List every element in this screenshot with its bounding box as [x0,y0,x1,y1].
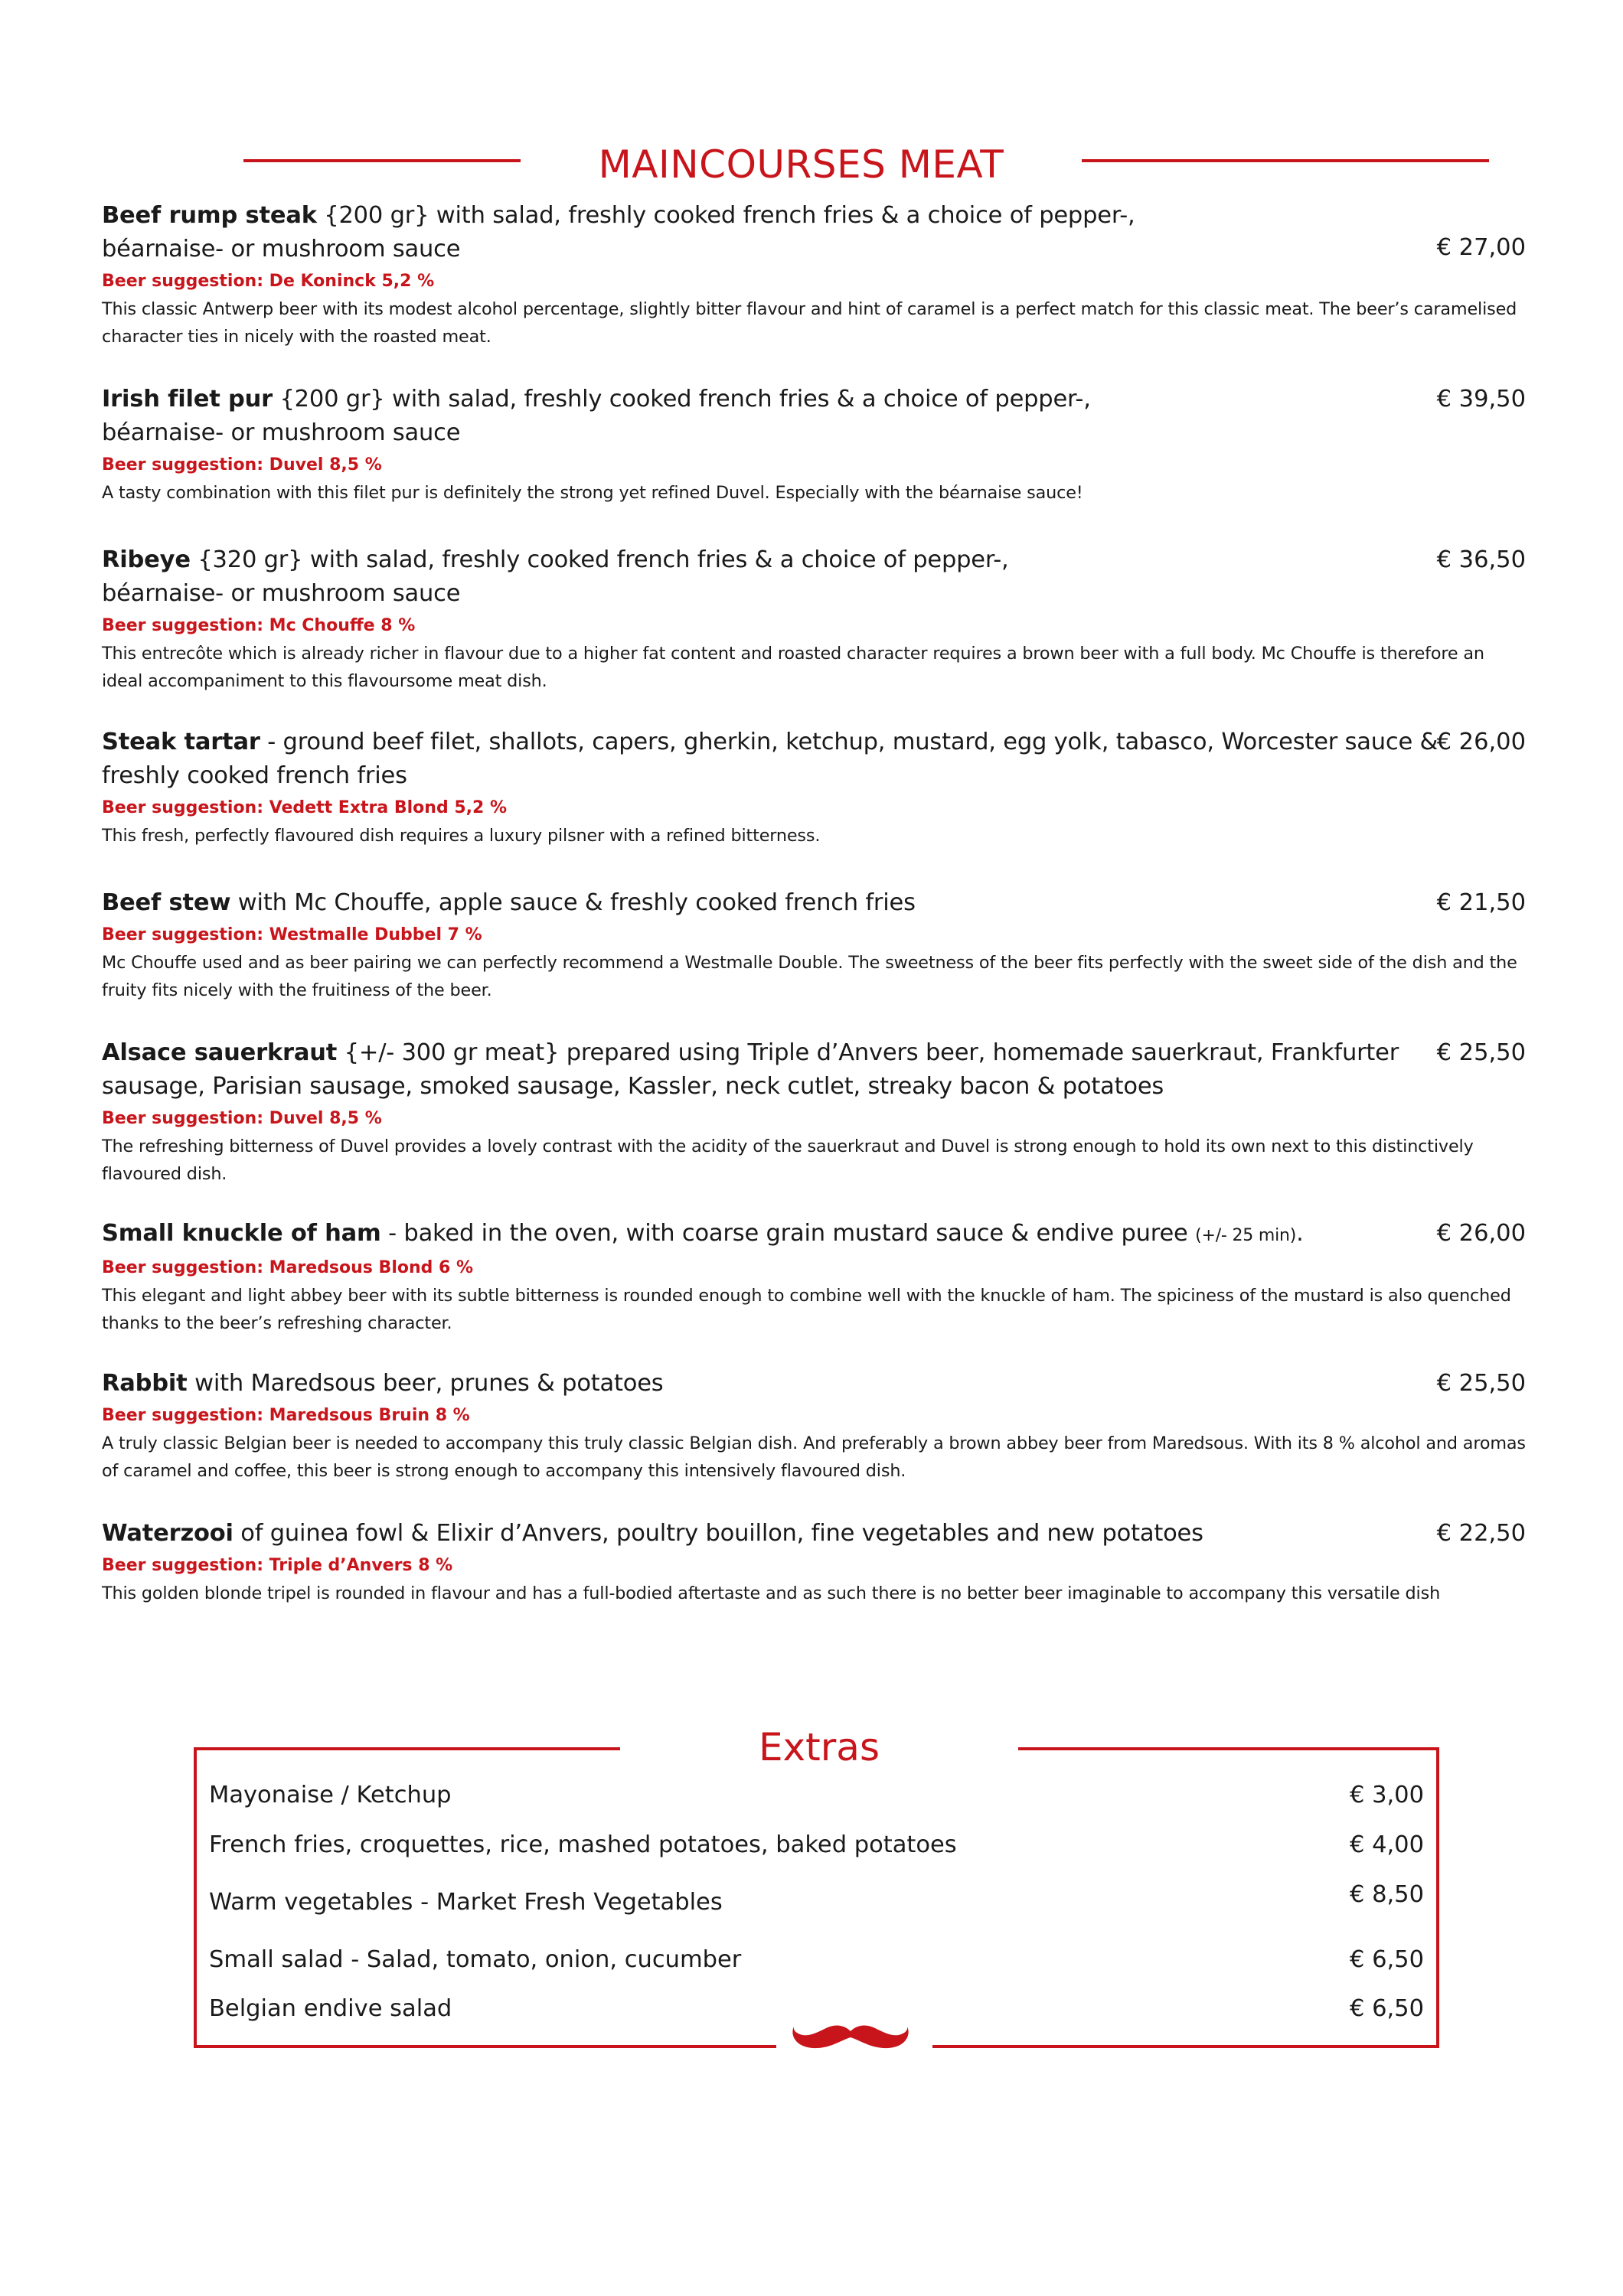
beer-pairing-text: A tasty combination with this filet pur is definitely the strong yet refined Duvel. Especially with the béarnaise sauce! [102,483,1083,503]
extras-item-name: Mayonaise / Ketchup [209,1782,452,1808]
extras-item-price: € 4,00 [1349,1831,1424,1858]
dish-irish-filet-pur [102,383,1526,507]
beer-suggestion: Beer suggestion: Westmalle Dubbel 7 % [102,925,482,944]
dish-small-knuckle-of-ham [102,1217,1526,1337]
extras-item-price: € 6,50 [1349,1946,1424,1973]
dish-title-line [102,726,1526,759]
beer-suggestion: Beer suggestion: Vedett Extra Blond 5,2 % [102,798,508,817]
dish-description-line-2: freshly cooked french fries [102,762,407,789]
extras-item [209,1828,1424,1862]
beer-pairing-text: This classic Antwerp beer with its modest alcohol percentage, slightly bitter flavour and hint of caramel is a perfect match for this classic meat. The beer’s caramelised character ties in nicely with the roasted meat. [102,299,1517,347]
dish-name: Small knuckle of ham [102,1220,381,1247]
extras-border-top-left [197,1747,620,1750]
dish-description-line: - baked in the oven, with coarse grain mustard sauce & endive puree [380,1220,1196,1247]
dish-name: Rabbit [102,1370,188,1397]
dish-name: Irish filet pur [102,386,273,413]
extras-border-bottom-right [932,2045,1439,2048]
dish-title-line [102,1036,1526,1070]
dish-title-line [102,886,1526,920]
beer-pairing-text: Mc Chouffe used and as beer pairing we can perfectly recommend a Westmalle Double. The sweetness of the beer fits perfectly with the sweet side of the dish and the fruity fits nicely with the fruitiness of the beer. [102,953,1517,1000]
section-title: MAINCOURSES MEAT [598,142,1004,187]
dish-alsace-sauerkraut [102,1036,1526,1188]
extras-item [209,1943,1424,1977]
dish-name: Waterzooi [102,1520,233,1547]
dish-price: € 26,00 [1436,1220,1526,1247]
beer-suggestion: Beer suggestion: Duvel 8,5 % [102,455,382,475]
header-divider-left [243,159,521,162]
beer-suggestion: Beer suggestion: Maredsous Blond 6 % [102,1258,474,1277]
extras-box [194,1725,1439,2048]
beer-suggestion: Beer suggestion: De Koninck 5,2 % [102,272,435,291]
extras-item [209,1779,1424,1812]
dish-name: Steak tartar [102,729,260,755]
dish-description-line-2: béarnaise- or mushroom sauce [102,236,461,263]
dish-title-line [102,199,1526,233]
extras-item [209,1881,1424,1919]
dish-description-line-2: béarnaise- or mushroom sauce [102,419,461,446]
beer-pairing-text: This fresh, perfectly flavoured dish requires a luxury pilsner with a refined bitterness. [102,826,821,846]
dish-price: € 27,00 [1436,234,1526,261]
dish-description-line: - ground beef filet, shallots, capers, gherkin, ketchup, mustard, egg yolk, tabasco, Worcester sauce & [260,729,1438,755]
dish-price: € 36,50 [1436,546,1526,573]
beer-suggestion: Beer suggestion: Duvel 8,5 % [102,1109,382,1128]
dish-rabbit [102,1367,1526,1485]
dish-waterzooi [102,1517,1526,1607]
dish-description-line-2: sausage, Parisian sausage, smoked sausage, Kassler, neck cutlet, streaky bacon & potatoes [102,1073,1164,1100]
mustache-icon [791,2020,910,2054]
beer-suggestion: Beer suggestion: Triple d’Anvers 8 % [102,1556,453,1575]
extras-item-name: Belgian endive salad [209,1995,452,2022]
dish-title-line [102,383,1526,416]
dish-description-line-2: béarnaise- or mushroom sauce [102,580,461,607]
dish-description-line: with Maredsous beer, prunes & potatoes [187,1370,664,1397]
beer-pairing-text: This elegant and light abbey beer with its subtle bitterness is rounded enough to combine well with the knuckle of ham. The spiciness of the mustard is also quenched thanks to the beer’s refreshing character. [102,1286,1511,1333]
dish-name: Alsace sauerkraut [102,1039,338,1066]
dish-description-line: {200 gr} with salad, freshly cooked french fries & a choice of pepper-, [316,202,1135,229]
beer-pairing-text: This entrecôte which is already richer in flavour due to a higher fat content and roasted character requires a brown beer with a full body. Mc Chouffe is therefore an ideal accompaniment to this flavoursome meat dish. [102,644,1484,691]
dish-description-line: with Mc Chouffe, apple sauce & freshly cooked french fries [230,889,916,916]
beer-pairing-text: This golden blonde tripel is rounded in flavour and has a full-bodied aftertaste and as such there is no better beer imaginable to accompany this versatile dish [102,1583,1441,1603]
dish-title-line [102,1517,1526,1551]
dish-description-line: {320 gr} with salad, freshly cooked french fries & a choice of pepper-, [190,546,1009,573]
dish-title-line [102,1217,1526,1253]
dish-price: € 26,00 [1436,729,1526,755]
dish-description-line: {200 gr} with salad, freshly cooked french fries & a choice of pepper-, [272,386,1091,413]
beer-suggestion: Beer suggestion: Mc Chouffe 8 % [102,616,416,635]
cooking-time-note: (+/- 25 min) [1195,1226,1297,1245]
section-header [0,138,1623,191]
extras-border-top-right [1018,1747,1439,1750]
dish-title-line [102,543,1526,577]
dish-name: Beef rump steak [102,202,317,229]
extras-item-name: Small salad - Salad, tomato, onion, cucumber [209,1946,742,1973]
dish-name: Beef stew [102,889,231,916]
beer-suggestion: Beer suggestion: Maredsous Bruin 8 % [102,1406,470,1425]
dish-name: Ribeye [102,546,191,573]
beer-pairing-text: A truly classic Belgian beer is needed to accompany this truly classic Belgian dish. And preferably a brown abbey beer from Maredsous. With its 8 % alcohol and aromas of caramel and coffee, this beer is strong enough to accompany this intensively flavoured dish. [102,1433,1526,1481]
dish-steak-tartar [102,726,1526,850]
extras-item-name: Warm vegetables - Market Fresh Vegetables [209,1889,723,1916]
extras-border-bottom-left [197,2045,776,2048]
dish-price: € 25,50 [1436,1370,1526,1397]
extras-item-price: € 8,50 [1349,1881,1424,1908]
dish-description-line: of guinea fowl & Elixir d’Anvers, poultry bouillon, fine vegetables and new potatoes [233,1520,1203,1547]
dish-description-end: . [1296,1220,1304,1247]
dish-price: € 22,50 [1436,1520,1526,1547]
extras-item-price: € 6,50 [1349,1995,1424,2022]
beer-pairing-text: The refreshing bitterness of Duvel provides a lovely contrast with the acidity of the sauerkraut and Duvel is strong enough to hold its own next to this distinctively flavoured dish. [102,1137,1474,1184]
extras-title: Extras [758,1725,880,1769]
dish-title-line [102,1367,1526,1401]
header-divider-right [1082,159,1489,162]
dish-beef-stew [102,886,1526,1004]
dish-price: € 21,50 [1436,889,1526,916]
dish-price: € 39,50 [1436,386,1526,413]
dish-description-line: {+/- 300 gr meat} prepared using Triple d’Anvers beer, homemade sauerkraut, Frankfurter [337,1039,1399,1066]
dish-ribeye [102,543,1526,695]
dish-price: € 25,50 [1436,1039,1526,1066]
extras-item-price: € 3,00 [1349,1782,1424,1808]
dish-beef-rump-steak [102,199,1526,351]
extras-item-name: French fries, croquettes, rice, mashed potatoes, baked potatoes [209,1831,957,1858]
